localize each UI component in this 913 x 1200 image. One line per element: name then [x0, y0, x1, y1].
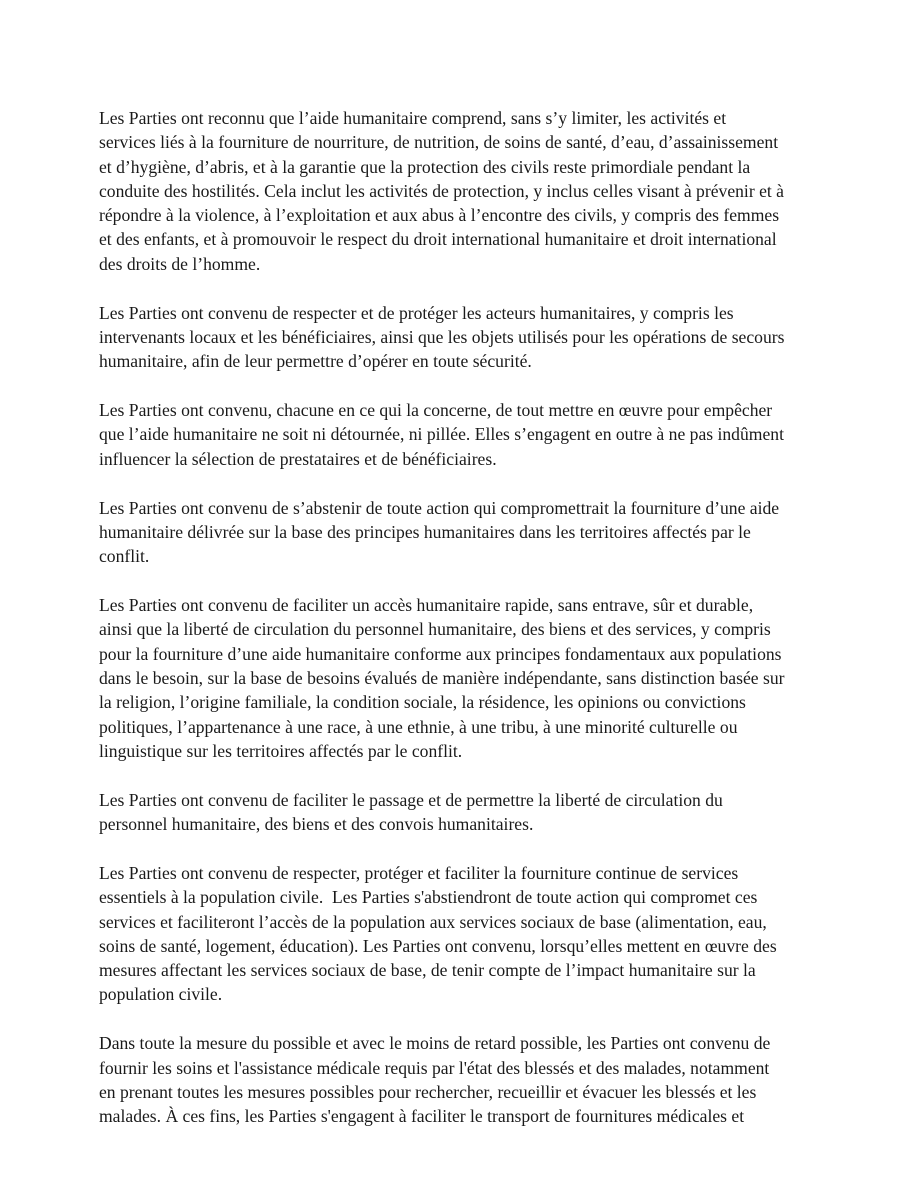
paragraph-5-line-7: linguistique sur les territoires affectés par le conflit.	[99, 740, 463, 761]
paragraph-6-line-2: personnel humanitaire, des biens et des convois humanitaires.	[99, 814, 534, 835]
paragraph-6	[99, 788, 889, 837]
paragraph-5-line-1: Les Parties ont convenu de faciliter un accès humanitaire rapide, sans entrave, sûr et durable,	[99, 595, 754, 616]
paragraph-1-line-3: et d’hygiène, d’abris, et à la garantie que la protection des civils reste primordiale pendant la	[99, 156, 751, 177]
paragraph-8	[99, 1031, 889, 1128]
paragraph-3-line-1: Les Parties ont convenu, chacune en ce qui la concerne, de tout mettre en œuvre pour empêcher	[99, 400, 773, 421]
paragraph-1-line-2: services liés à la fourniture de nourriture, de nutrition, de soins de santé, d’eau, d’assainissement	[99, 132, 779, 153]
paragraph-8-line-2: fournir les soins et l'assistance médicale requis par l'état des blessés et des malades, notamment	[99, 1057, 770, 1078]
paragraph-7-line-4: soins de santé, logement, éducation). Les Parties ont convenu, lorsqu’elles mettent en œuvre des	[99, 935, 777, 956]
paragraph-4	[99, 496, 889, 569]
paragraph-2-line-1: Les Parties ont convenu de respecter et de protéger les acteurs humanitaires, y compris les	[99, 302, 734, 323]
paragraph-1-line-1: Les Parties ont reconnu que l’aide humanitaire comprend, sans s’y limiter, les activités et	[99, 108, 727, 128]
paragraph-1-line-5: répondre à la violence, à l’exploitation et aux abus à l’encontre des civils, y compris des femmes	[99, 205, 780, 226]
paragraph-3-line-2: que l’aide humanitaire ne soit ni détournée, ni pillée. Elles s’engagent en outre à ne pas indûment	[99, 424, 784, 445]
paragraph-5-line-3: pour la fourniture d’une aide humanitaire conforme aux principes fondamentaux aux populations	[99, 643, 782, 664]
paragraph-4-line-2: humanitaire délivrée sur la base des principes humanitaires dans les territoires affectés par le	[99, 521, 751, 542]
paragraph-5-line-6: politiques, l’appartenance à une race, à une ethnie, à une tribu, à une minorité culturelle ou	[99, 716, 738, 737]
paragraph-2-line-2: intervenants locaux et les bénéficiaires, ainsi que les objets utilisés pour les opérations de secours	[99, 326, 785, 347]
paragraph-2-line-3: humanitaire, afin de leur permettre d’opérer en toute sécurité.	[99, 351, 532, 372]
paragraph-8-line-4: malades. À ces fins, les Parties s'engagent à faciliter le transport de fournitures médicales et	[99, 1106, 745, 1127]
paragraph-7-line-6: population civile.	[99, 984, 223, 1005]
paragraph-1-line-7: des droits de l’homme.	[99, 253, 261, 274]
paragraph-4-line-1: Les Parties ont convenu de s’abstenir de toute action qui compromettrait la fourniture d’une aide	[99, 497, 780, 518]
paragraph-5-line-2: ainsi que la liberté de circulation du personnel humanitaire, des biens et des services, y compris	[99, 619, 771, 640]
paragraph-7-line-5: mesures affectant les services sociaux de base, de tenir compte de l’impact humanitaire sur la	[99, 960, 756, 981]
paragraph-6-line-1: Les Parties ont convenu de faciliter le passage et de permettre la liberté de circulation du	[99, 789, 723, 810]
paragraph-1-line-4: conduite des hostilités. Cela inclut les activités de protection, y inclus celles visant à prévenir et à	[99, 180, 784, 201]
paragraph-7	[99, 861, 889, 1007]
document-body	[99, 106, 889, 1153]
paragraph-4-line-3: conflit.	[99, 546, 150, 567]
paragraph-7-line-1: Les Parties ont convenu de respecter, protéger et faciliter la fourniture continue de services	[99, 862, 739, 883]
paragraph-5-line-5: la religion, l’origine familiale, la condition sociale, la résidence, les opinions ou convictions	[99, 692, 746, 713]
paragraph-8-line-1: Dans toute la mesure du possible et avec le moins de retard possible, les Parties ont convenu de	[99, 1033, 771, 1054]
paragraph-7-line-3: services et faciliteront l’accès de la population aux services sociaux de base (alimentation, eau,	[99, 911, 767, 932]
paragraph-3-line-3: influencer la sélection de prestataires et de bénéficiaires.	[99, 448, 497, 469]
paragraph-5-line-4: dans le besoin, sur la base de besoins évalués de manière indépendante, sans distinction basée sur	[99, 668, 785, 689]
paragraph-1-line-6: et des enfants, et à promouvoir le respect du droit international humanitaire et droit international	[99, 229, 777, 250]
paragraph-8-line-3: en prenant toutes les mesures possibles pour rechercher, recueillir et évacuer les blessés et les	[99, 1081, 757, 1102]
paragraph-5	[99, 593, 889, 763]
paragraph-3	[99, 398, 889, 471]
paragraph-7-line-2: essentiels à la population civile. Les Parties s'abstiendront de toute action qui compromet ces	[99, 887, 758, 908]
paragraph-2	[99, 301, 889, 374]
paragraph-1	[99, 106, 889, 276]
